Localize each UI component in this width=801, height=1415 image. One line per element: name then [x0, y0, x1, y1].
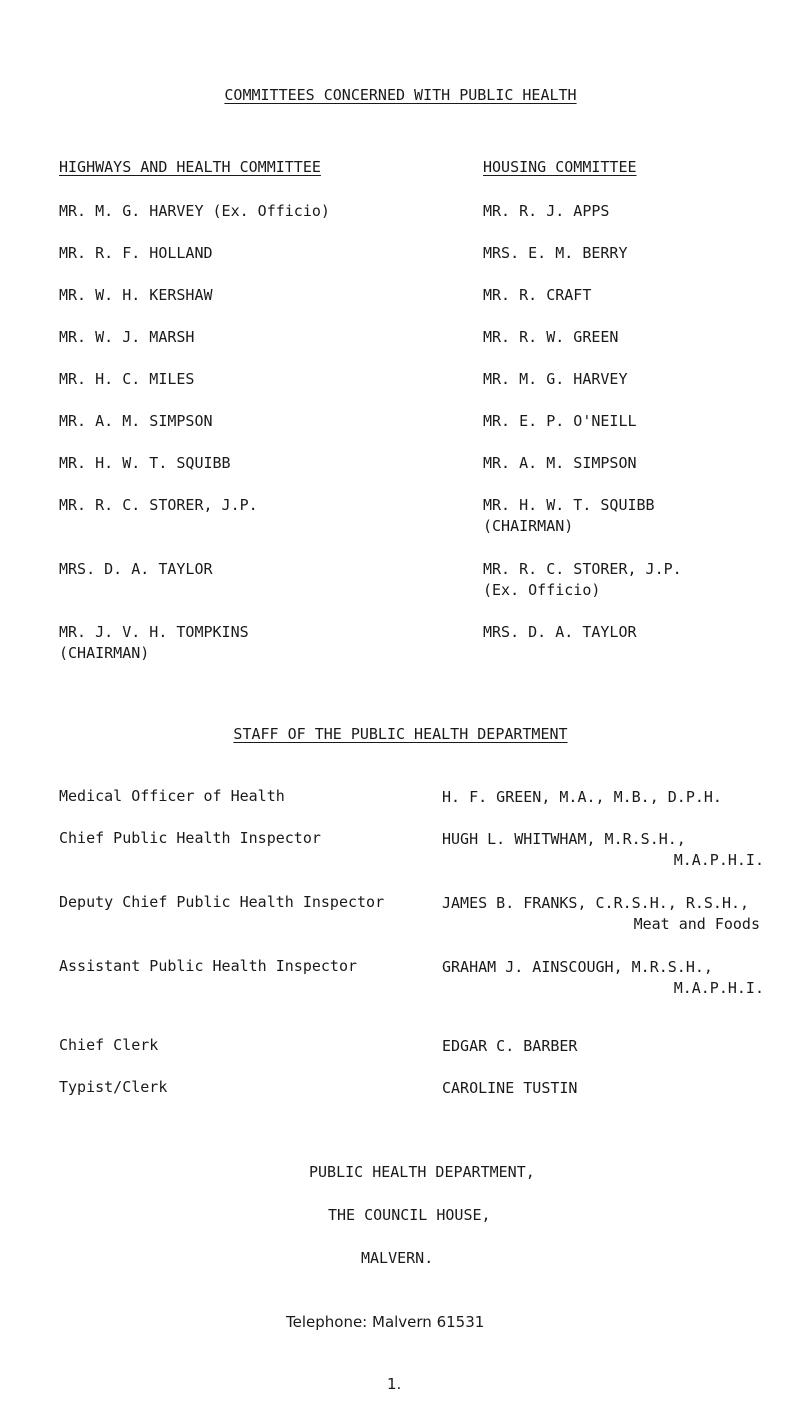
- page-number: 1.: [387, 1375, 402, 1393]
- list-item: MR. A. M. SIMPSON: [59, 412, 213, 430]
- list-item: MR. W. H. KERSHAW: [59, 286, 213, 304]
- staff-qualification: Meat and Foods: [633, 915, 760, 933]
- list-item: MR. W. J. MARSH: [59, 328, 195, 346]
- address-line-3: MALVERN.: [361, 1249, 434, 1267]
- highways-committee-heading: HIGHWAYS AND HEALTH COMMITTEE: [59, 158, 321, 176]
- list-item: MR. H. W. T. SQUIBB: [59, 454, 231, 472]
- staff-role: Chief Clerk: [59, 1036, 159, 1054]
- address-line-1: PUBLIC HEALTH DEPARTMENT,: [309, 1163, 535, 1181]
- staff-role: Medical Officer of Health: [59, 787, 285, 805]
- list-item: MRS. D. A. TAYLOR: [483, 623, 637, 641]
- staff-name: [442, 1078, 577, 1099]
- staff-name-line: HUGH L. WHITWHAM, M.R.S.H.,: [442, 830, 686, 848]
- staff-heading: STAFF OF THE PUBLIC HEALTH DEPARTMENT: [233, 725, 568, 743]
- staff-name-line: GRAHAM J. AINSCOUGH, M.R.S.H.,: [442, 958, 713, 976]
- address-line-2: THE COUNCIL HOUSE,: [328, 1206, 491, 1224]
- chairman-note: (CHAIRMAN): [59, 644, 150, 662]
- telephone: Telephone: Malvern 61531: [286, 1313, 485, 1331]
- staff-name: [442, 829, 764, 871]
- staff-name: [442, 787, 722, 808]
- staff-name: [442, 893, 760, 935]
- staff-role: Chief Public Health Inspector: [59, 829, 321, 847]
- list-item: MR. H. W. T. SQUIBB: [483, 496, 655, 514]
- ex-officio-note: (Ex. Officio): [483, 581, 601, 599]
- staff-role: Deputy Chief Public Health Inspector: [59, 893, 385, 911]
- list-item: MRS. D. A. TAYLOR: [59, 560, 213, 578]
- staff-name-line: EDGAR C. BARBER: [442, 1037, 578, 1055]
- staff-qualification: M.A.P.H.I.: [673, 851, 764, 869]
- list-item: MR. A. M. SIMPSON: [483, 454, 637, 472]
- list-item: MR. R. F. HOLLAND: [59, 244, 213, 262]
- list-item: MR. R. W. GREEN: [483, 328, 619, 346]
- list-item: MR. E. P. O'NEILL: [483, 412, 637, 430]
- list-item: MR. R. J. APPS: [483, 202, 610, 220]
- staff-name: [442, 1036, 577, 1057]
- staff-name-line: JAMES B. FRANKS, C.R.S.H., R.S.H.,: [442, 894, 750, 912]
- list-item: MR. M. G. HARVEY (Ex. Officio): [59, 202, 330, 220]
- chairman-note: (CHAIRMAN): [483, 517, 574, 535]
- staff-name-line: CAROLINE TUSTIN: [442, 1079, 578, 1097]
- list-item: MR. R. C. STORER, J.P.: [483, 560, 682, 578]
- staff-qualification: M.A.P.H.I.: [673, 979, 764, 997]
- staff-role: Typist/Clerk: [59, 1078, 168, 1096]
- list-item: MR. R. CRAFT: [483, 286, 592, 304]
- page-title: COMMITTEES CONCERNED WITH PUBLIC HEALTH: [224, 86, 577, 104]
- list-item: MR. H. C. MILES: [59, 370, 195, 388]
- list-item: MR. M. G. HARVEY: [483, 370, 628, 388]
- staff-name-line: H. F. GREEN, M.A., M.B., D.P.H.: [442, 788, 722, 806]
- list-item: MR. R. C. STORER, J.P.: [59, 496, 258, 514]
- staff-name: [442, 957, 764, 999]
- staff-role: Assistant Public Health Inspector: [59, 957, 358, 975]
- list-item: MR. J. V. H. TOMPKINS: [59, 623, 249, 641]
- list-item: MRS. E. M. BERRY: [483, 244, 628, 262]
- housing-committee-heading: HOUSING COMMITTEE: [483, 158, 637, 176]
